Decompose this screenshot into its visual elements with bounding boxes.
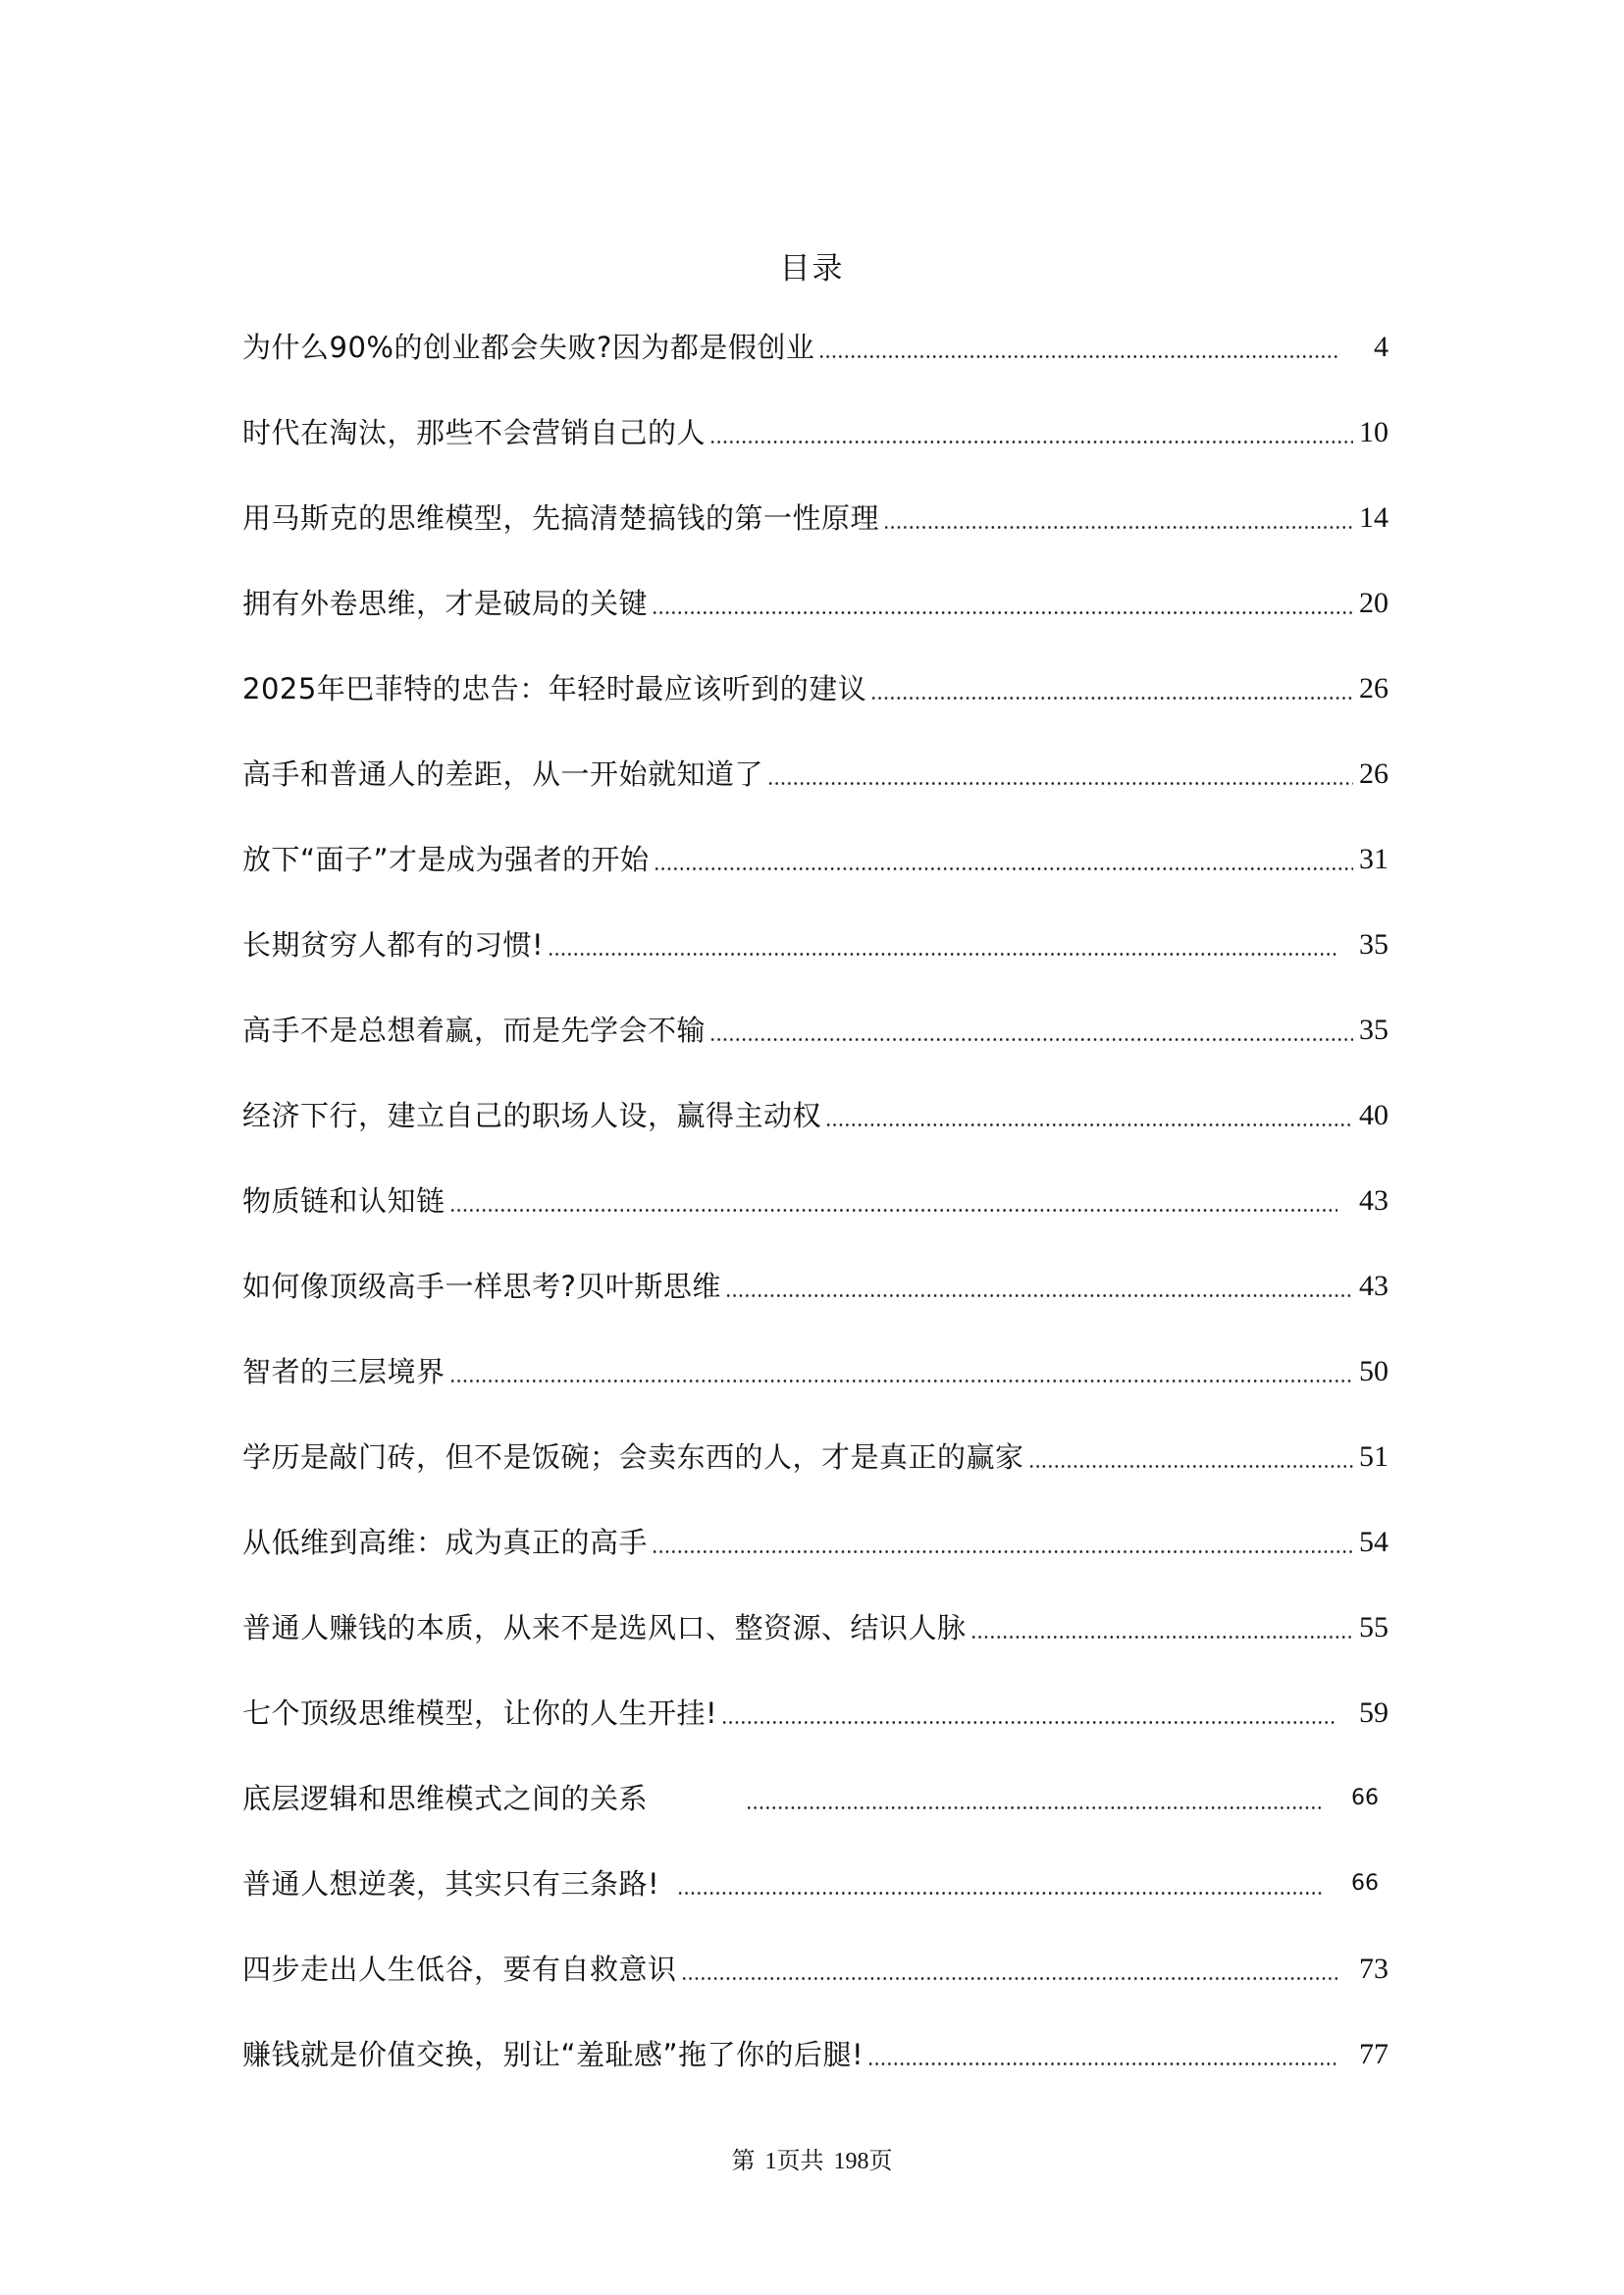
toc-leader-dots [725,1267,1353,1306]
toc-entry[interactable] [242,495,1388,538]
toc-title: 目录 [779,251,845,287]
toc-entry-title: 拥有外卷思维，才是破局的关键 [242,587,649,620]
toc-leader-dots [449,1352,1353,1391]
toc-entry[interactable] [242,921,1388,965]
toc-entry[interactable] [242,1604,1388,1647]
toc-entry-page: 4 [1374,331,1388,363]
toc-entry[interactable] [242,836,1388,879]
toc-leader-dots [709,1011,1353,1050]
toc-entry-title: 为什么90%的创业都会失败?因为都是假创业 [242,331,815,364]
toc-entry[interactable] [242,324,1388,367]
toc-entry-title: 学历是敲门砖，但不是饭碗；会卖东西的人，才是真正的赢家 [242,1440,1024,1474]
toc-entry[interactable] [242,1007,1388,1050]
toc-leader-dots [652,584,1353,623]
toc-entry[interactable] [242,1775,1388,1818]
toc-entry-title: 物质链和认知链 [242,1184,445,1218]
toc-entry-title: 普通人赚钱的本质，从来不是选风口、整资源、结识人脉 [242,1611,967,1644]
toc-entry-page: 35 [1359,928,1388,961]
toc-entry-title: 时代在淘汰，那些不会营销自己的人 [242,416,707,449]
toc-entry-page: 14 [1359,501,1388,534]
toc-leader-dots [677,1864,1324,1904]
toc-leader-dots [449,1181,1337,1221]
toc-entry-title: 长期贫穷人都有的习惯! [242,928,545,962]
toc-leader-dots [870,669,1353,708]
toc-entry[interactable] [242,1434,1388,1477]
toc-entry-page: 26 [1359,757,1388,790]
toc-entry-page: 26 [1359,672,1388,704]
toc-entry-title: 普通人想逆袭，其实只有三条路! [242,1867,660,1901]
toc-entry-title: 高手和普通人的差距，从一开始就知道了 [242,757,764,791]
toc-entry-page: 10 [1359,416,1388,448]
toc-entry-page: 66 [1351,1871,1379,1896]
toc-entry[interactable] [242,751,1388,794]
toc-entry-page: 54 [1359,1526,1388,1558]
toc-entry-page: 31 [1359,843,1388,875]
toc-entry-page: 55 [1359,1611,1388,1643]
toc-leader-dots [883,498,1353,538]
toc-entry-page: 59 [1359,1696,1388,1729]
toc-leader-dots [1028,1437,1353,1477]
toc-leader-dots [818,328,1337,367]
toc-entry-title: 从低维到高维：成为真正的高手 [242,1526,649,1559]
toc-entry-page: 35 [1359,1014,1388,1046]
toc-entry-page: 51 [1359,1440,1388,1473]
toc-leader-dots [825,1096,1353,1135]
toc-entry[interactable] [242,665,1388,708]
toc-entry-page: 20 [1359,587,1388,619]
toc-entry-page: 77 [1359,2038,1388,2070]
toc-entry-title: 高手不是总想着赢，而是先学会不输 [242,1014,707,1047]
toc-leader-dots [652,1523,1353,1562]
toc-entry[interactable] [242,1348,1388,1391]
toc-entry-title: 智者的三层境界 [242,1355,445,1388]
toc-leader-dots [709,413,1353,452]
toc-leader-dots [867,2035,1337,2074]
toc-entry-page: 43 [1359,1270,1388,1302]
toc-entry[interactable] [242,2031,1388,2074]
toc-entry-page: 40 [1359,1099,1388,1131]
toc-entry-title: 放下“面子”才是成为强者的开始 [242,843,650,876]
toc-entry-title: 2025年巴菲特的忠告：年轻时最应该听到的建议 [242,672,867,705]
toc-leader-dots [654,840,1353,879]
toc-leader-dots [721,1694,1337,1733]
toc-entry-page: 73 [1359,1953,1388,1985]
toc-entry-page: 50 [1359,1355,1388,1387]
toc-entry-page: 43 [1359,1184,1388,1217]
toc-entry-page: 66 [1351,1786,1379,1810]
toc-entry[interactable] [242,1263,1388,1306]
toc-entry[interactable] [242,580,1388,623]
toc-entry-title: 如何像顶级高手一样思考?贝叶斯思维 [242,1270,721,1303]
toc-entry-title: 七个顶级思维模型，让你的人生开挂! [242,1696,718,1730]
toc-leader-dots [746,1779,1324,1818]
toc-entry[interactable] [242,1860,1388,1904]
toc-entry[interactable] [242,1946,1388,1989]
toc-entry[interactable] [242,1690,1388,1733]
toc-entry[interactable] [242,409,1388,452]
toc-leader-dots [767,755,1353,794]
toc-entry[interactable] [242,1177,1388,1221]
toc-leader-dots [548,925,1337,965]
toc-entry[interactable] [242,1092,1388,1135]
toc-entry-title: 用马斯克的思维模型，先搞清楚搞钱的第一性原理 [242,501,880,535]
toc-entry-title: 底层逻辑和思维模式之间的关系 [242,1782,649,1815]
toc-leader-dots [681,1950,1337,1989]
toc-entry-title: 四步走出人生低谷，要有自救意识 [242,1953,677,1986]
toc-leader-dots [970,1608,1353,1647]
toc-entry[interactable] [242,1519,1388,1562]
page-footer: 第 1页共 198页 [731,2149,893,2174]
toc-entry-title: 赚钱就是价值交换，别让“羞耻感”拖了你的后腿! [242,2038,864,2071]
toc-entry-title: 经济下行，建立自己的职场人设，赢得主动权 [242,1099,822,1132]
